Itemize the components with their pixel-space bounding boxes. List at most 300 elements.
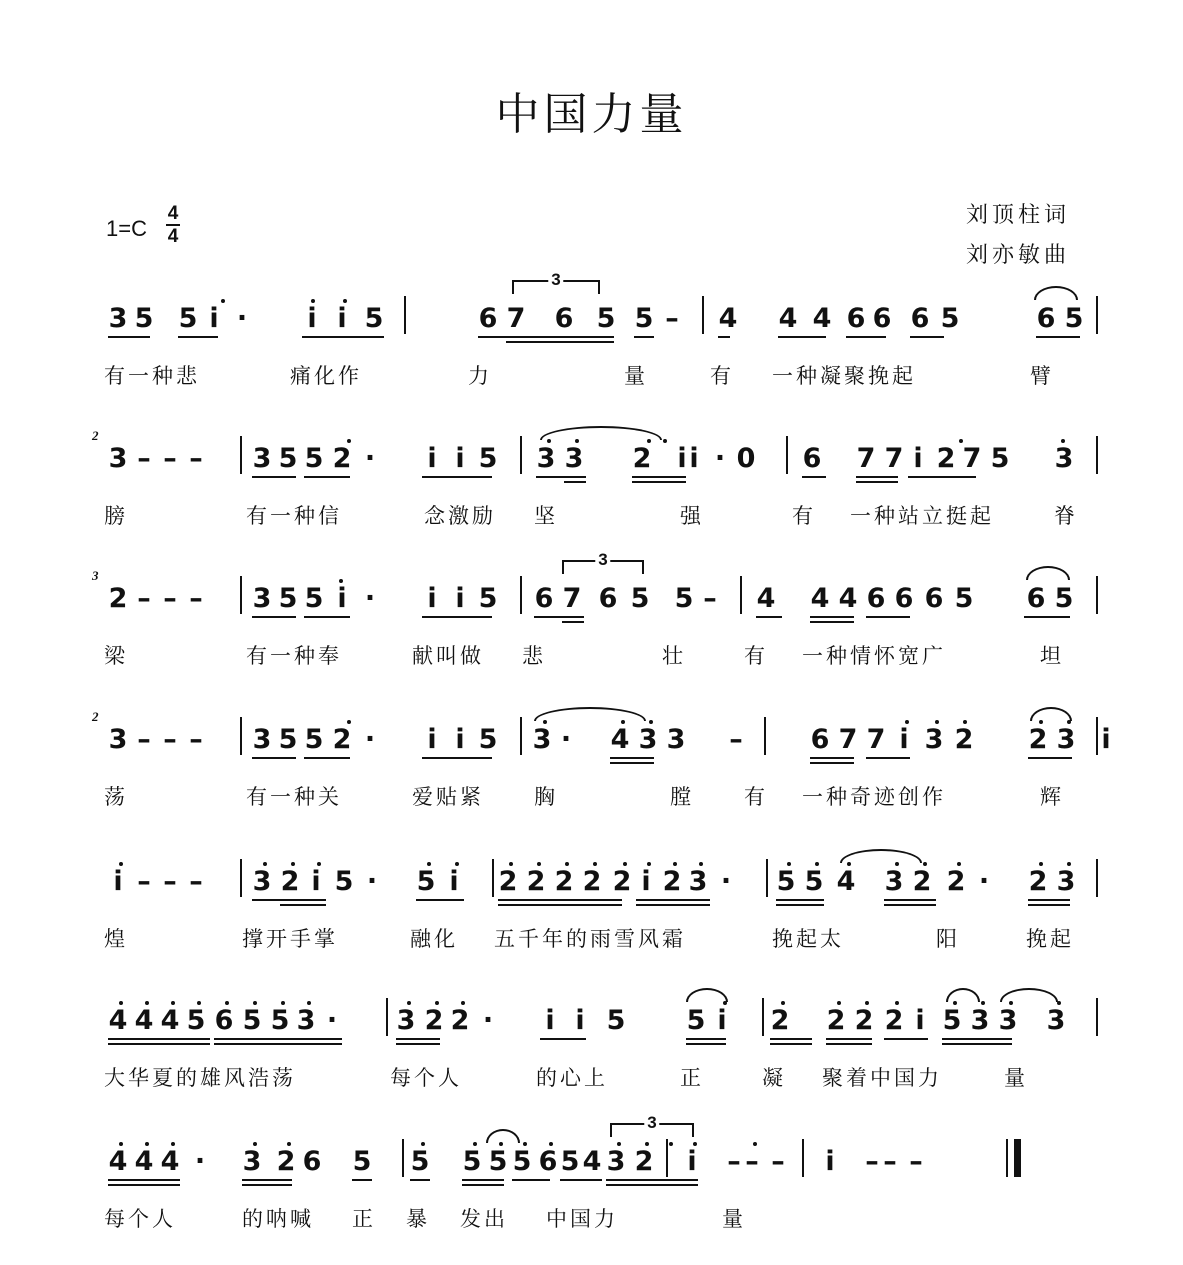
eighth-underline xyxy=(936,476,976,478)
lyric-text: 一种奇迹创作 xyxy=(802,785,946,809)
grace-note: 2 xyxy=(92,709,99,724)
barline xyxy=(766,859,768,897)
tie-arc xyxy=(1034,286,1078,300)
octave-dot xyxy=(523,1142,527,1146)
eighth-underline xyxy=(252,899,326,901)
triplet-bracket: 3 xyxy=(562,560,644,574)
octave-dot xyxy=(461,1001,465,1005)
lyric-text: 阳 xyxy=(936,927,960,951)
augmentation-dot: · xyxy=(366,866,378,897)
eighth-underline xyxy=(540,1038,586,1040)
note: 2 xyxy=(884,1005,904,1036)
lyric-text: 有一种奉 xyxy=(246,644,342,668)
note: 5 xyxy=(334,866,354,897)
eighth-underline xyxy=(856,476,898,478)
note: 2 xyxy=(108,583,128,614)
note: 7 xyxy=(506,303,526,334)
eighth-underline xyxy=(422,476,442,478)
eighth-underline xyxy=(108,336,150,338)
note: 3 xyxy=(252,443,272,474)
note: 5 xyxy=(270,1005,290,1036)
note: 3 xyxy=(1054,443,1074,474)
lyric-text: 有 xyxy=(792,504,816,528)
lyrics-row xyxy=(104,781,1094,811)
note: 4 xyxy=(108,1005,128,1036)
octave-dot xyxy=(647,862,651,866)
note: 2 xyxy=(854,1005,874,1036)
note: i xyxy=(689,443,699,474)
lyric-text: 壮 xyxy=(662,644,686,668)
octave-dot xyxy=(957,862,961,866)
note: 4 xyxy=(756,583,776,614)
note: 3 xyxy=(252,724,272,755)
note: 5 xyxy=(134,303,154,334)
eighth-underline xyxy=(942,1038,1012,1040)
eighth-underline xyxy=(304,476,350,478)
note: i xyxy=(307,303,317,334)
eighth-underline xyxy=(462,1179,504,1181)
note: 7 xyxy=(866,724,886,755)
lyric-text: 坚 xyxy=(534,504,558,528)
note: 4 xyxy=(812,303,832,334)
octave-dot xyxy=(693,1142,697,1146)
lyric-text: 发出 xyxy=(460,1207,508,1231)
note: i xyxy=(913,443,923,474)
lyric-text: 每个人 xyxy=(390,1066,462,1090)
note: 4 xyxy=(160,1146,180,1177)
eighth-underline xyxy=(606,1179,698,1181)
lyric-text: 有一种信 xyxy=(246,504,342,528)
dash-extension: – xyxy=(137,724,151,755)
eighth-underline xyxy=(242,1179,292,1181)
note: 2 xyxy=(612,866,632,897)
note: 5 xyxy=(278,583,298,614)
eighth-underline xyxy=(442,616,492,618)
sixteenth-underline xyxy=(498,904,622,906)
note: 5 xyxy=(462,1146,482,1177)
octave-dot xyxy=(253,1001,257,1005)
note: 5 xyxy=(942,1005,962,1036)
page-title: 中国力量 xyxy=(495,89,688,140)
barline xyxy=(666,1139,668,1177)
note: 3 xyxy=(638,724,658,755)
note: 5 xyxy=(364,303,384,334)
barline xyxy=(762,998,764,1036)
note: i xyxy=(311,866,321,897)
lyric-text: 大华夏的雄风浩荡 xyxy=(104,1066,296,1090)
sixteenth-underline xyxy=(810,762,854,764)
sixteenth-underline xyxy=(396,1043,440,1045)
octave-dot xyxy=(307,1001,311,1005)
eighth-underline xyxy=(778,336,826,338)
sixteenth-underline xyxy=(810,621,854,623)
lyric-text: 一种凝聚挽起 xyxy=(772,364,916,388)
augmentation-dot: · xyxy=(482,1005,494,1036)
lyric-text: 胸 xyxy=(534,785,558,809)
note: 3 xyxy=(252,866,272,897)
note: 4 xyxy=(810,583,830,614)
notes-row xyxy=(92,428,1096,476)
note: i xyxy=(209,303,219,334)
note: 7 xyxy=(962,443,982,474)
dash-extension: – xyxy=(729,724,743,755)
eighth-underline xyxy=(610,757,654,759)
note: 6 xyxy=(866,583,886,614)
eighth-underline xyxy=(506,336,614,338)
eighth-underline xyxy=(1028,757,1072,759)
lyric-text: 每个人 xyxy=(104,1207,176,1231)
sixteenth-underline xyxy=(242,1184,292,1186)
note: 7 xyxy=(884,443,904,474)
eighth-underline xyxy=(866,757,910,759)
note: 2 xyxy=(582,866,602,897)
eighth-underline xyxy=(534,616,584,618)
note: 4 xyxy=(134,1005,154,1036)
lyric-text: 的呐喊 xyxy=(242,1207,314,1231)
dash-extension: – xyxy=(865,1146,879,1177)
note: 5 xyxy=(304,724,324,755)
tie-arc xyxy=(486,1129,520,1143)
sixteenth-underline xyxy=(636,904,710,906)
octave-dot xyxy=(455,862,459,866)
augmentation-dot: · xyxy=(720,866,732,897)
note: 5 xyxy=(596,303,616,334)
notes-row xyxy=(106,1004,1096,1038)
eighth-underline xyxy=(910,336,944,338)
octave-dot xyxy=(347,439,351,443)
octave-dot xyxy=(119,1142,123,1146)
lyric-text: 正 xyxy=(680,1066,704,1090)
note: 5 xyxy=(990,443,1010,474)
sixteenth-underline xyxy=(826,1043,872,1045)
note: 2 xyxy=(662,866,682,897)
note: 0 xyxy=(736,443,756,474)
octave-dot xyxy=(753,1142,757,1146)
note: 4 xyxy=(836,866,856,897)
sixteenth-underline xyxy=(108,1184,180,1186)
sixteenth-underline xyxy=(1028,904,1070,906)
lyric-text: 荡 xyxy=(104,785,128,809)
note: 6 xyxy=(534,583,554,614)
lyric-text: 有一种悲 xyxy=(104,364,200,388)
eighth-underline xyxy=(442,476,492,478)
sixteenth-underline xyxy=(770,1043,812,1045)
lyric-text: 量 xyxy=(1004,1066,1028,1090)
barline xyxy=(240,576,242,614)
eighth-underline xyxy=(416,899,464,901)
eighth-underline xyxy=(884,899,936,901)
note: 7 xyxy=(562,583,582,614)
barline xyxy=(520,717,522,755)
sixteenth-underline xyxy=(856,481,898,483)
lyric-text: 梁 xyxy=(104,644,128,668)
note: 4 xyxy=(108,1146,128,1177)
note: 5 xyxy=(674,583,694,614)
note: 2 xyxy=(936,443,956,474)
eighth-underline xyxy=(866,616,910,618)
note: 5 xyxy=(1054,583,1074,614)
octave-dot xyxy=(549,1142,553,1146)
note: 3 xyxy=(108,303,128,334)
note: 3 xyxy=(1056,866,1076,897)
octave-dot xyxy=(263,862,267,866)
note: 4 xyxy=(582,1146,602,1177)
augmentation-dot: · xyxy=(560,724,572,755)
tie-arc xyxy=(840,849,922,863)
octave-dot xyxy=(623,862,627,866)
score-system-4 xyxy=(0,709,1183,843)
barline xyxy=(802,1139,804,1177)
note: 2 xyxy=(1028,724,1048,755)
time-signature-top: 4 xyxy=(167,203,179,224)
note: 5 xyxy=(278,724,298,755)
lyric-text: 挽起太 xyxy=(772,927,844,951)
dash-extension: – xyxy=(137,443,151,474)
dash-extension: – xyxy=(745,1146,759,1177)
eighth-underline xyxy=(478,336,506,338)
note: 3 xyxy=(564,443,584,474)
barline xyxy=(520,576,522,614)
note: 3 xyxy=(242,1146,262,1177)
octave-dot xyxy=(509,862,513,866)
eighth-underline xyxy=(634,336,654,338)
eighth-underline xyxy=(498,899,622,901)
notes-row xyxy=(106,865,1096,899)
eighth-underline xyxy=(884,1038,928,1040)
octave-dot xyxy=(537,862,541,866)
barline-end xyxy=(1096,998,1098,1036)
lyric-text: 痛化作 xyxy=(290,364,362,388)
eighth-underline xyxy=(776,899,824,901)
lyric-text: 融化 xyxy=(410,927,458,951)
note: i xyxy=(427,583,437,614)
dash-extension: – xyxy=(909,1146,923,1177)
dash-extension: – xyxy=(189,443,203,474)
barline xyxy=(492,859,494,897)
lyrics-row xyxy=(104,1203,1094,1233)
augmentation-dot: · xyxy=(236,303,248,334)
octave-dot xyxy=(593,862,597,866)
lyric-text: 量 xyxy=(624,364,648,388)
octave-dot xyxy=(287,1142,291,1146)
octave-dot xyxy=(865,1001,869,1005)
notes-row xyxy=(92,709,1111,757)
note: i xyxy=(545,1005,555,1036)
barline xyxy=(240,859,242,897)
note: 2 xyxy=(770,1005,790,1036)
note: 6 xyxy=(802,443,822,474)
octave-dot xyxy=(253,1142,257,1146)
octave-dot xyxy=(347,720,351,724)
note: i xyxy=(825,1146,835,1177)
dash-extension: – xyxy=(771,1146,785,1177)
barline-end xyxy=(1096,717,1098,755)
octave-dot xyxy=(935,720,939,724)
note: 3 xyxy=(924,724,944,755)
note: 2 xyxy=(912,866,932,897)
note: 5 xyxy=(940,303,960,334)
tie-arc xyxy=(540,426,662,440)
eighth-underline xyxy=(636,899,710,901)
note: 2 xyxy=(332,443,352,474)
lyric-text: 有 xyxy=(710,364,734,388)
note: 3 xyxy=(536,443,556,474)
octave-dot xyxy=(171,1001,175,1005)
note: i xyxy=(575,1005,585,1036)
eighth-underline xyxy=(1028,899,1070,901)
sixteenth-underline xyxy=(686,1043,726,1045)
eighth-underline xyxy=(252,476,296,478)
note: 6 xyxy=(302,1146,322,1177)
note: 3 xyxy=(532,724,552,755)
dash-extension: – xyxy=(189,583,203,614)
note: 6 xyxy=(810,724,830,755)
octave-dot xyxy=(815,862,819,866)
note: 5 xyxy=(954,583,974,614)
barline xyxy=(740,576,742,614)
augmentation-dot: · xyxy=(978,866,990,897)
note: i xyxy=(337,303,347,334)
eighth-underline xyxy=(252,757,296,759)
sixteenth-underline xyxy=(214,1043,342,1045)
octave-dot xyxy=(311,299,315,303)
augmentation-dot: · xyxy=(714,443,726,474)
octave-dot xyxy=(1067,862,1071,866)
note: 6 xyxy=(214,1005,234,1036)
eighth-underline xyxy=(214,1038,342,1040)
note: 6 xyxy=(846,303,866,334)
eighth-underline xyxy=(304,616,350,618)
dash-extension: – xyxy=(665,303,679,334)
note: 3 xyxy=(998,1005,1018,1036)
lyric-text: 有 xyxy=(744,644,768,668)
octave-dot xyxy=(221,299,225,303)
note: 5 xyxy=(416,866,436,897)
eighth-underline xyxy=(536,476,586,478)
key-signature: 1=C xyxy=(106,216,147,241)
barline-end xyxy=(1096,296,1098,334)
note: i xyxy=(455,443,465,474)
eighth-underline xyxy=(908,476,936,478)
eighth-underline xyxy=(178,336,218,338)
lyric-text: 臂 xyxy=(1030,364,1054,388)
note: 2 xyxy=(276,1146,296,1177)
note: 5 xyxy=(278,443,298,474)
tie-arc xyxy=(686,988,728,1002)
note: 2 xyxy=(280,866,300,897)
note: 5 xyxy=(560,1146,580,1177)
lyric-text: 暴 xyxy=(406,1207,430,1231)
triplet-bracket: 3 xyxy=(512,280,600,294)
note: 6 xyxy=(872,303,892,334)
eighth-underline xyxy=(770,1038,812,1040)
barline xyxy=(402,1139,404,1177)
note: 5 xyxy=(352,1146,372,1177)
octave-dot xyxy=(981,1001,985,1005)
sixteenth-underline xyxy=(884,904,936,906)
eighth-underline xyxy=(810,757,854,759)
dash-extension: – xyxy=(137,583,151,614)
augmentation-dot: · xyxy=(364,583,376,614)
eighth-underline xyxy=(332,336,384,338)
note: 6 xyxy=(478,303,498,334)
note: 5 xyxy=(304,443,324,474)
score-system-1 xyxy=(0,270,1183,422)
lyric-text: 有 xyxy=(744,785,768,809)
lyrics-row xyxy=(104,500,1094,530)
note: 2 xyxy=(450,1005,470,1036)
note: 5 xyxy=(488,1146,508,1177)
note: 2 xyxy=(526,866,546,897)
lyrics-row xyxy=(104,923,1094,953)
octave-dot xyxy=(963,720,967,724)
barline-end xyxy=(1096,859,1098,897)
note: i xyxy=(455,724,465,755)
eighth-underline xyxy=(252,616,296,618)
note: 3 xyxy=(970,1005,990,1036)
octave-dot xyxy=(119,1001,123,1005)
eighth-underline xyxy=(422,757,442,759)
lyrics-row xyxy=(104,1062,1094,1092)
score-system-2 xyxy=(0,428,1183,562)
eighth-underline xyxy=(108,1179,180,1181)
note: 5 xyxy=(178,303,198,334)
note: 6 xyxy=(598,583,618,614)
lyric-text: 念激励 xyxy=(424,504,496,528)
augmentation-dot: · xyxy=(194,1146,206,1177)
octave-dot xyxy=(1039,862,1043,866)
note: 5 xyxy=(186,1005,206,1036)
octave-dot xyxy=(197,1001,201,1005)
note: 7 xyxy=(838,724,858,755)
note: 6 xyxy=(1026,583,1046,614)
octave-dot xyxy=(225,1001,229,1005)
note: i xyxy=(427,443,437,474)
barline xyxy=(702,296,704,334)
lyric-text: 献叫做 xyxy=(412,644,484,668)
note: 3 xyxy=(606,1146,626,1177)
notes-row xyxy=(92,550,1096,616)
eighth-underline xyxy=(410,1179,430,1181)
dash-extension: – xyxy=(163,443,177,474)
dash-extension: – xyxy=(163,724,177,755)
octave-dot xyxy=(1061,439,1065,443)
lyric-text: 一种站立挺起 xyxy=(850,504,994,528)
lyric-text: 挽起 xyxy=(1026,927,1074,951)
score-system-5 xyxy=(0,865,1183,985)
triplet-bracket: 3 xyxy=(610,1123,694,1137)
dash-extension: – xyxy=(189,866,203,897)
eighth-underline xyxy=(718,336,730,338)
note: 5 xyxy=(634,303,654,334)
tie-arc xyxy=(1000,988,1058,1002)
note: i xyxy=(717,1005,727,1036)
note: 6 xyxy=(924,583,944,614)
octave-dot xyxy=(787,862,791,866)
lyric-text: 聚着中国力 xyxy=(822,1066,942,1090)
note: i xyxy=(899,724,909,755)
octave-dot xyxy=(119,862,123,866)
note: i xyxy=(687,1146,697,1177)
octave-dot xyxy=(421,1142,425,1146)
note: 5 xyxy=(478,443,498,474)
octave-dot xyxy=(905,720,909,724)
octave-dot xyxy=(699,862,703,866)
note: 6 xyxy=(894,583,914,614)
note: 2 xyxy=(554,866,574,897)
score-system-7 xyxy=(0,1113,1183,1265)
octave-dot xyxy=(145,1142,149,1146)
